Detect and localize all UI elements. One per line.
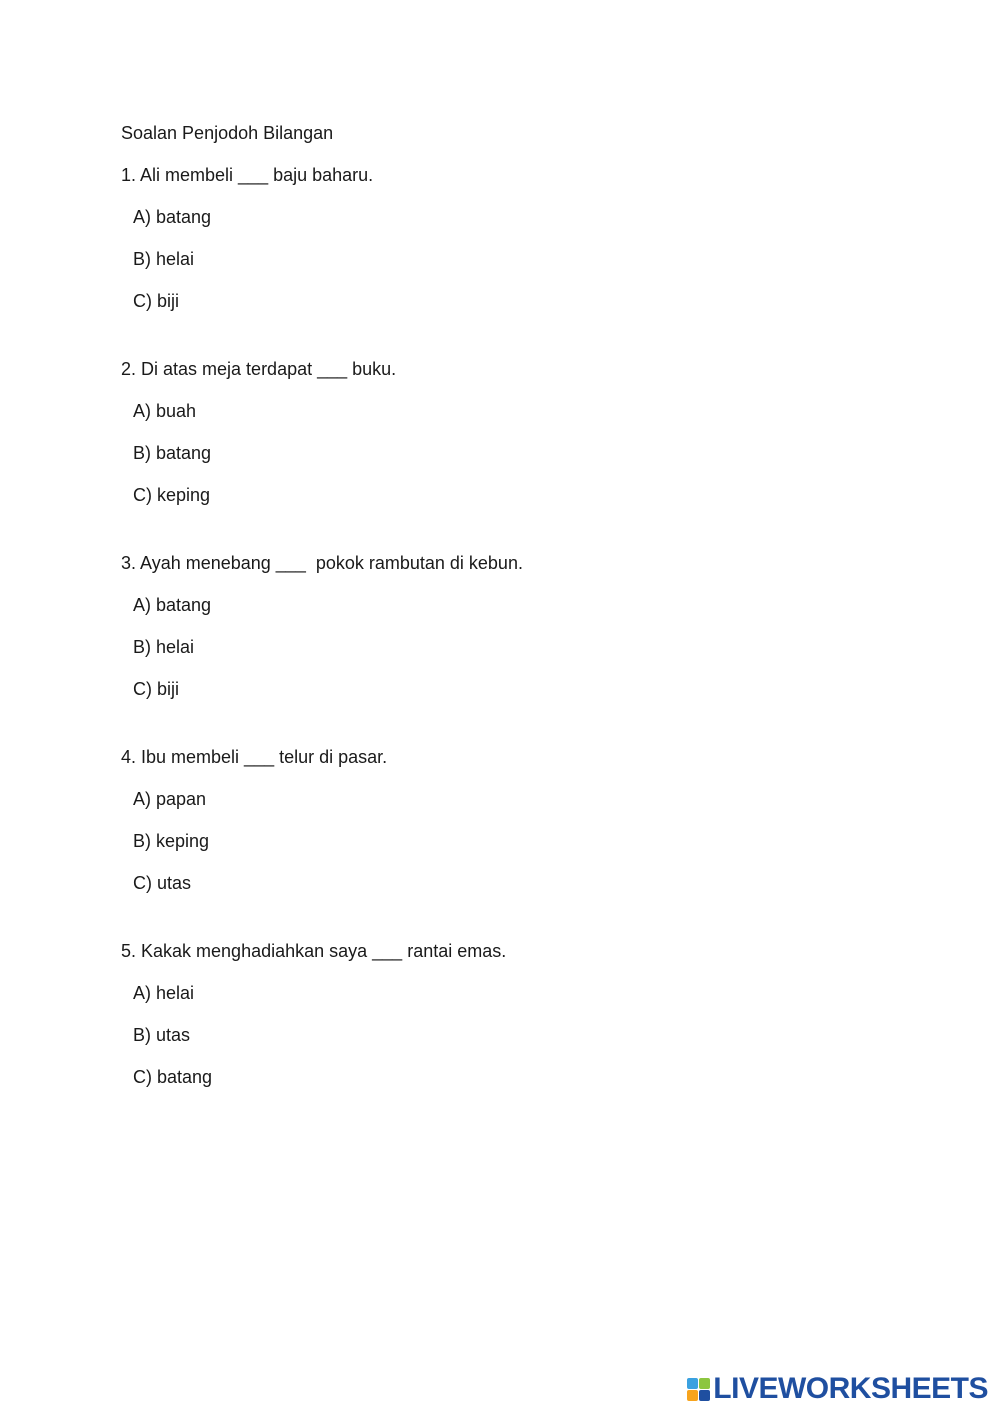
logo-tile	[687, 1378, 698, 1389]
option-a[interactable]: A) papan	[133, 789, 207, 809]
question-3	[121, 550, 941, 702]
option-a[interactable]: A) batang	[133, 595, 212, 615]
question-text: 4. Ibu membeli ___ telur di pasar.	[121, 747, 388, 767]
option-b[interactable]: B) utas	[133, 1025, 191, 1045]
question-2	[121, 356, 941, 508]
option-a[interactable]: A) buah	[133, 401, 197, 421]
option-c[interactable]: C) utas	[133, 873, 192, 893]
logo-tile	[687, 1390, 698, 1401]
question-text: 3. Ayah menebang ___ pokok rambutan di kebun.	[121, 553, 523, 573]
question-5	[121, 938, 941, 1090]
liveworksheets-brand[interactable]	[687, 1372, 988, 1406]
option-a[interactable]: A) helai	[133, 983, 195, 1003]
option-c[interactable]: C) batang	[133, 1067, 213, 1087]
option-b[interactable]: B) helai	[133, 249, 195, 269]
option-c[interactable]: C) biji	[133, 291, 180, 311]
option-b[interactable]: B) helai	[133, 637, 195, 657]
question-text: 1. Ali membeli ___ baju baharu.	[121, 165, 374, 185]
liveworksheets-logo-icon	[687, 1378, 710, 1401]
logo-tile	[699, 1390, 710, 1401]
worksheet-title: Soalan Penjodoh Bilangan	[121, 123, 334, 143]
option-a[interactable]: A) batang	[133, 207, 212, 227]
worksheet	[121, 120, 941, 1132]
option-b[interactable]: B) keping	[133, 831, 210, 851]
brand-name: LIVEWORKSHEETS	[713, 1372, 988, 1405]
question-text: 5. Kakak menghadiahkan saya ___ rantai emas.	[121, 941, 507, 961]
option-c[interactable]: C) biji	[133, 679, 180, 699]
option-b[interactable]: B) batang	[133, 443, 212, 463]
question-1	[121, 162, 941, 314]
question-text: 2. Di atas meja terdapat ___ buku.	[121, 359, 397, 379]
logo-tile	[699, 1378, 710, 1389]
option-c[interactable]: C) keping	[133, 485, 211, 505]
question-4	[121, 744, 941, 896]
